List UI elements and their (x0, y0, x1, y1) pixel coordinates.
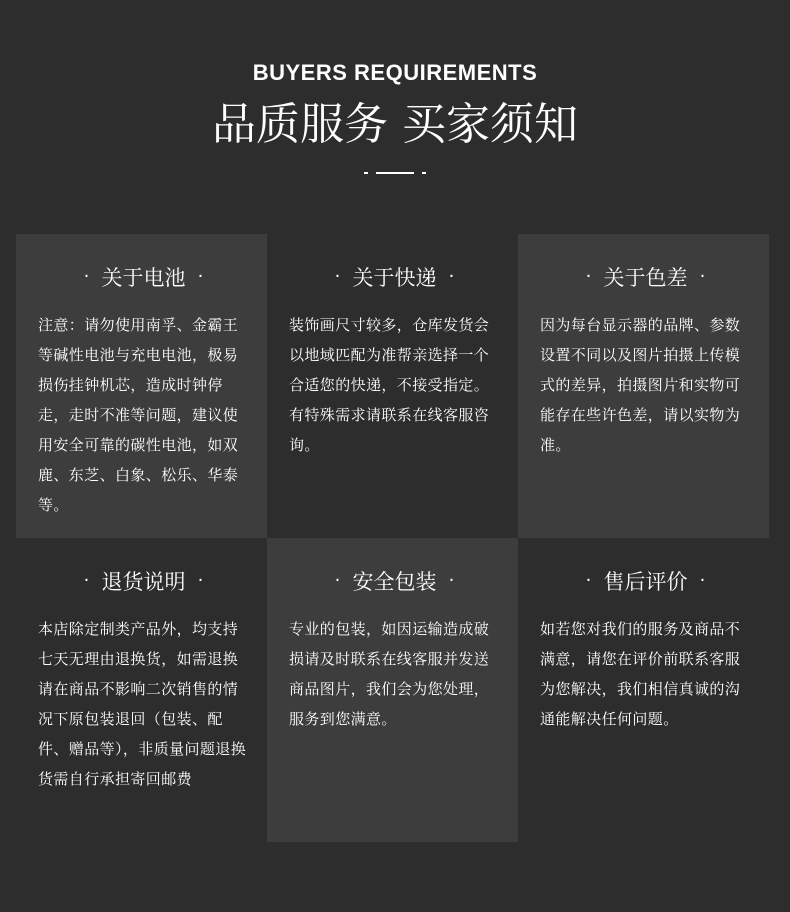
divider-middle-line (376, 172, 414, 174)
page-header (0, 58, 790, 176)
title-dot-icon: · (699, 266, 706, 287)
card-title-text: 安全包装 (352, 570, 437, 594)
card-title-text: 关于色差 (603, 266, 688, 290)
title-dot-icon: · (83, 570, 90, 591)
card-body: 因为每台显示器的品牌、参数设置不同以及图片拍摄上传模式的差异，拍摄图片和实物可能存在些许色差，请以实物为准。 (540, 316, 741, 454)
card-body: 专业的包装，如因运输造成破损请及时联系在线客服并发送商品图片，我们会为您处理，服务到您满意。 (289, 620, 490, 728)
card-title (38, 564, 249, 598)
battery-card (16, 234, 267, 538)
title-dot-icon: · (585, 570, 592, 591)
card-title (289, 564, 500, 598)
card-title-text: 退货说明 (101, 570, 186, 594)
card-body: 本店除定制类产品外，均支持七天无理由退换货，如需退换请在商品不影响二次销售的情况下原包装退回（包装、配件、赠品等），非质量问题退换货需自行承担寄回邮费 (38, 620, 247, 788)
title-dot-icon: · (699, 570, 706, 591)
title-dot-icon: · (448, 570, 455, 591)
packaging-card (267, 538, 518, 842)
card-body: 如若您对我们的服务及商品不满意，请您在评价前联系客服为您解决，我们相信真诚的沟通能解决任何问题。 (540, 620, 741, 728)
card-title (38, 260, 249, 294)
title-divider (364, 170, 426, 176)
card-body: 注意：请勿使用南孚、金霸王等碱性电池与充电电池，极易损伤挂钟机芯，造成时钟停走，走时不准等问题，建议使用安全可靠的碳性电池，如双鹿、东芝、白象、松乐、华泰等。 (38, 316, 239, 514)
card-title-text: 关于快递 (352, 266, 437, 290)
divider-right-dash (422, 172, 426, 174)
after-sales-review-card (518, 538, 769, 842)
title-dot-icon: · (83, 266, 90, 287)
title-dot-icon: · (448, 266, 455, 287)
title-dot-icon: · (334, 570, 341, 591)
card-title-text: 售后评价 (603, 570, 688, 594)
title-dot-icon: · (585, 266, 592, 287)
chinese-title: 品质服务 买家须知 (212, 99, 578, 150)
card-title (289, 260, 500, 294)
requirements-grid (16, 234, 769, 842)
title-dot-icon: · (197, 266, 204, 287)
card-title-text: 关于电池 (101, 266, 186, 290)
return-policy-card (16, 538, 267, 842)
card-body: 装饰画尺寸较多，仓库发货会以地域匹配为准帮亲选择一个合适您的快递，不接受指定。有特殊需求请联系在线客服咨询。 (289, 316, 490, 454)
card-title (540, 260, 751, 294)
color-difference-card (518, 234, 769, 538)
title-dot-icon: · (334, 266, 341, 287)
card-title (540, 564, 751, 598)
divider-left-dash (364, 172, 368, 174)
shipping-card (267, 234, 518, 538)
english-title: BUYERS REQUIREMENTS (252, 60, 538, 85)
title-dot-icon: · (197, 570, 204, 591)
